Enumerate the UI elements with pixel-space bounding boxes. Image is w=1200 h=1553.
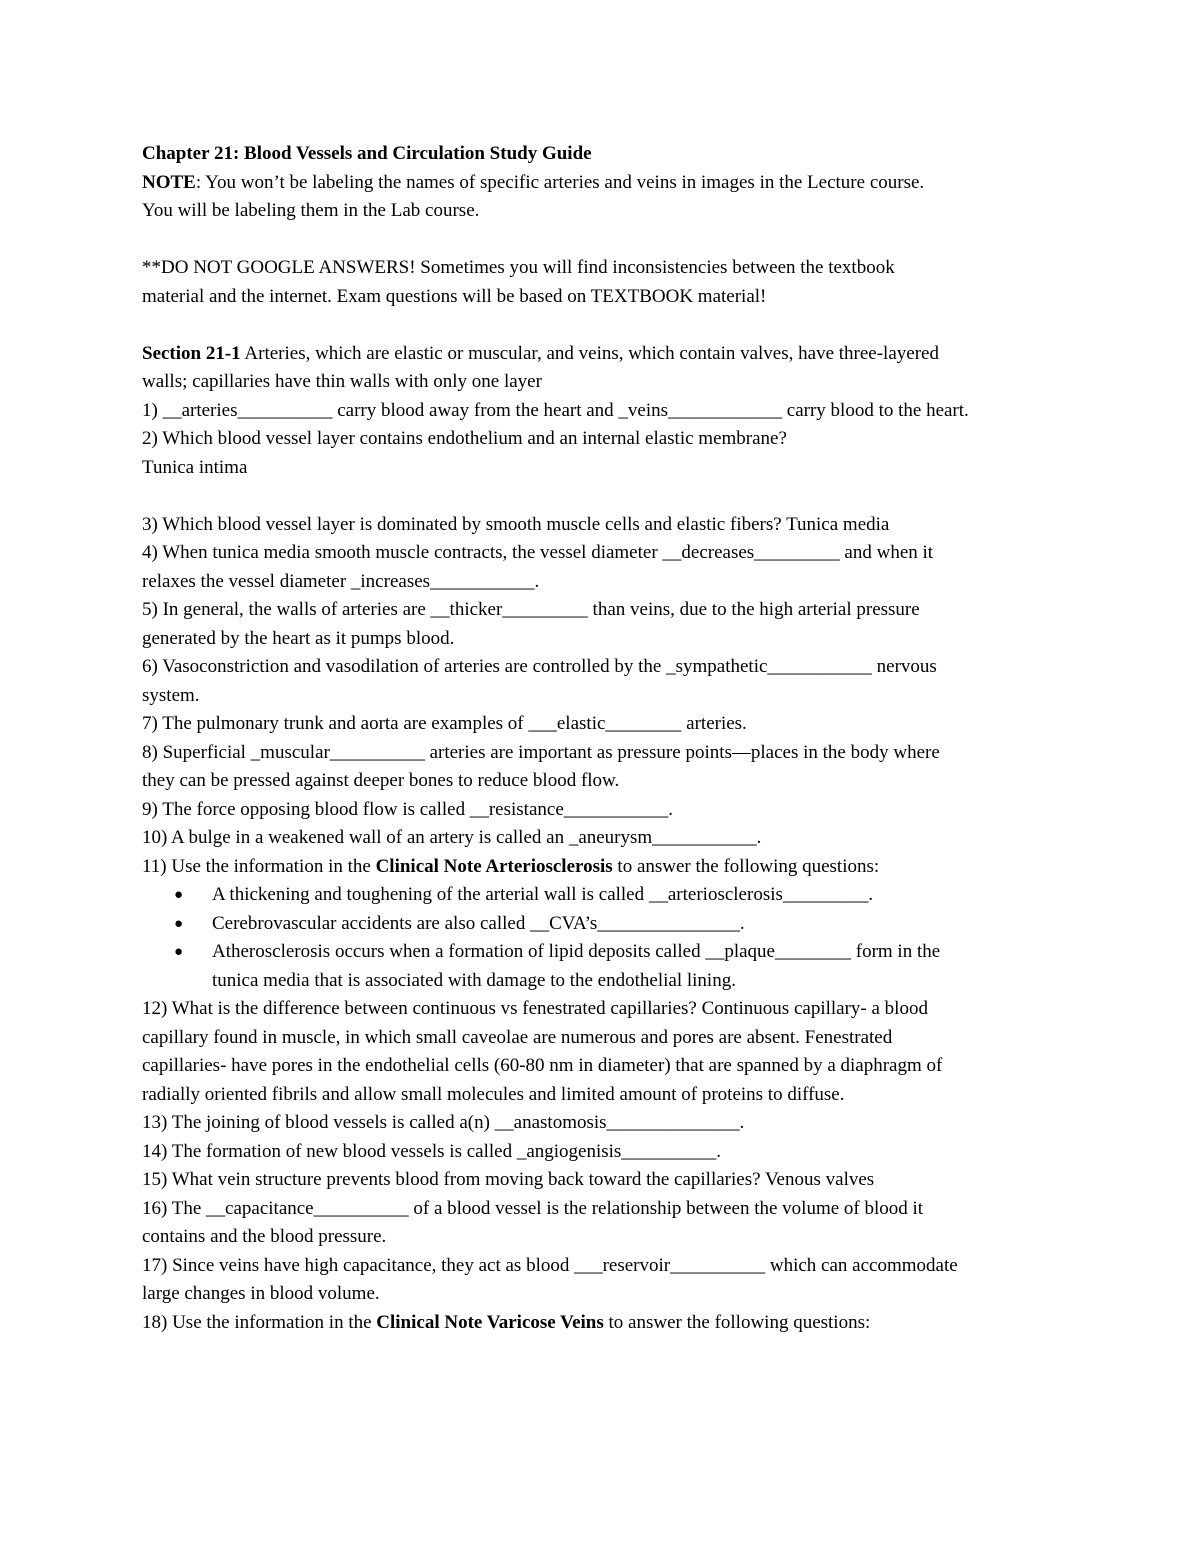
clinical-note-varicose-veins: Clinical Note Varicose Veins — [376, 1311, 604, 1333]
question-5: 5) In general, the walls of arteries are __thicker_________ than veins, due to the high arterial pressure — [142, 599, 920, 620]
question-3: 3) Which blood vessel layer is dominated by smooth muscle cells and elastic fibers? Tunica media — [142, 513, 890, 535]
question-11-bullet-list — [142, 881, 1072, 995]
question-10: 10) A bulge in a weakened wall of an artery is called an _aneurysm___________. — [142, 827, 762, 848]
section-label: Section 21-1 — [142, 342, 241, 364]
question-2-answer: Tunica intima — [142, 456, 248, 478]
bullet-icon: ● — [174, 944, 184, 960]
question-6-cont: system. — [142, 684, 200, 706]
warning-line-2: material and the internet. Exam questions will be based on TEXTBOOK material! — [142, 285, 767, 307]
question-5-cont: generated by the heart as it pumps blood. — [142, 627, 455, 649]
spacer — [142, 226, 1072, 255]
question-12-cont: radially oriented fibrils and allow small molecules and limited amount of proteins to diffuse. — [142, 1083, 845, 1105]
question-14: 14) The formation of new blood vessels is called _angiogenisis__________. — [142, 1140, 722, 1162]
question-18: 18) Use the information in the Clinical Note Varicose Veins to answer the following questions: — [142, 1311, 871, 1333]
note-label: NOTE — [142, 171, 196, 193]
spacer — [142, 482, 1072, 511]
question-12: 12) What is the difference between continuous vs fenestrated capillaries? Continuous capillary- a blood — [142, 998, 928, 1019]
question-15: 15) What vein structure prevents blood from moving back toward the capillaries? Venous valves — [142, 1169, 875, 1190]
question-17-cont: large changes in blood volume. — [142, 1283, 380, 1304]
bullet-icon: ● — [174, 915, 184, 932]
question-9: 9) The force opposing blood flow is called __resistance___________. — [142, 798, 674, 820]
bullet-icon: ● — [174, 887, 184, 903]
note-line-1: NOTE: You won’t be labeling the names of specific arteries and veins in images in the Lecture course. — [142, 171, 925, 193]
section-heading: Section 21-1 Arteries, which are elastic or muscular, and veins, which contain valves, have three-layered — [142, 342, 939, 364]
question-6: 6) Vasoconstriction and vasodilation of arteries are controlled by the _sympathetic___________ nervous — [142, 656, 937, 677]
page-title: Chapter 21: Blood Vessels and Circulation Study Guide — [142, 143, 592, 164]
study-guide-page — [142, 140, 1072, 1337]
question-12-cont: capillary found in muscle, in which small caveolae are numerous and pores are absent. Fenestrated — [142, 1026, 893, 1048]
question-8-cont: they can be pressed against deeper bones to reduce blood flow. — [142, 770, 620, 791]
list-item: ● Cerebrovascular accidents are also called __CVA’s_______________. — [142, 910, 1072, 939]
warning-line-1: **DO NOT GOOGLE ANSWERS! Sometimes you will find inconsistencies between the textbook — [142, 257, 895, 278]
question-7: 7) The pulmonary trunk and aorta are examples of ___elastic________ arteries. — [142, 713, 747, 734]
spacer — [142, 311, 1072, 340]
question-4-cont: relaxes the vessel diameter _increases___________. — [142, 570, 540, 592]
question-11: 11) Use the information in the Clinical Note Arteriosclerosis to answer the following questions: — [142, 855, 880, 877]
question-8: 8) Superficial _muscular__________ arteries are important as pressure points—places in the body where — [142, 741, 940, 763]
note-line-2: You will be labeling them in the Lab course. — [142, 200, 480, 221]
question-16: 16) The __capacitance__________ of a blood vessel is the relationship between the volume of blood it — [142, 1197, 924, 1219]
list-item: ● Atherosclerosis occurs when a formation of lipid deposits called __plaque________ form in the — [142, 938, 1072, 967]
clinical-note-arteriosclerosis: Clinical Note Arteriosclerosis — [375, 855, 613, 877]
question-12-cont: capillaries- have pores in the endothelial cells (60-80 nm in diameter) that are spanned by a diaphragm of — [142, 1055, 943, 1076]
question-16-cont: contains and the blood pressure. — [142, 1226, 387, 1247]
list-item-cont: tunica media that is associated with damage to the endothelial lining. — [212, 969, 736, 991]
question-13: 13) The joining of blood vessels is called a(n) __anastomosis______________. — [142, 1112, 745, 1133]
question-1: 1) __arteries__________ carry blood away from the heart and _veins____________ carry blood to the heart. — [142, 399, 969, 421]
question-4: 4) When tunica media smooth muscle contracts, the vessel diameter __decreases_________ and when it — [142, 542, 934, 563]
question-17: 17) Since veins have high capacitance, they act as blood ___reservoir__________ which can accommodate — [142, 1254, 958, 1276]
question-2: 2) Which blood vessel layer contains endothelium and an internal elastic membrane? — [142, 428, 787, 449]
section-heading-cont: walls; capillaries have thin walls with only one layer — [142, 371, 542, 392]
list-item: ● A thickening and toughening of the arterial wall is called __arteriosclerosis_________. — [142, 881, 1072, 910]
